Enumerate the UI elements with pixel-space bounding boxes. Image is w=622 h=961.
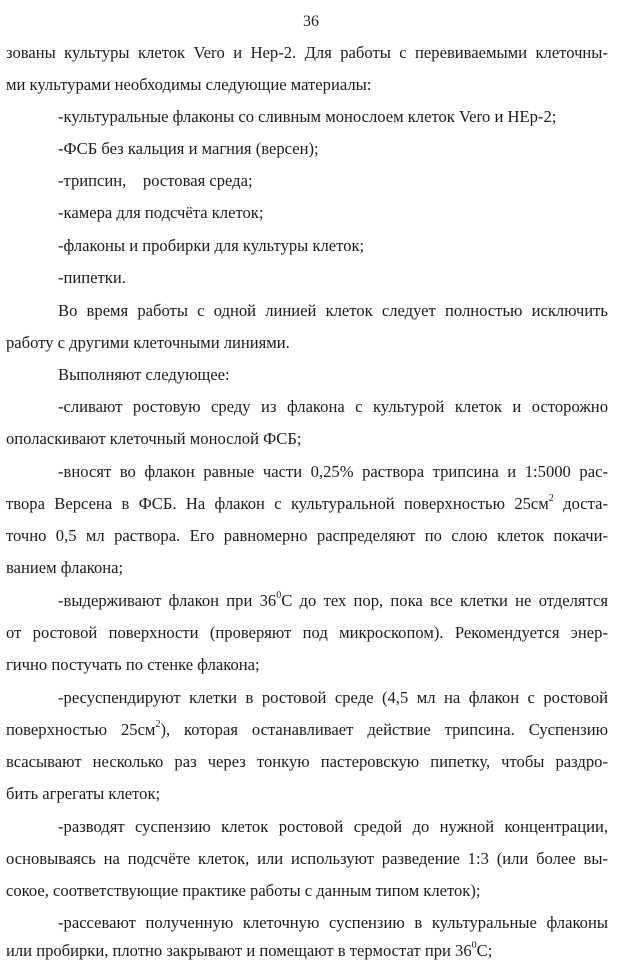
text-segment: ), которая останавливает действие трипсина. Суспензию [160, 720, 608, 739]
superscript: 2 [548, 493, 554, 505]
list-item: -пипетки. [58, 268, 126, 287]
superscript: 0 [471, 940, 477, 952]
list-item: -камера для подсчёта клеток; [58, 203, 264, 222]
text-line: работу с другими клеточными линиями. [6, 333, 290, 352]
text-line: всасывают несколько раз через тонкую пастеровскую пипетку, чтобы раздро- [6, 752, 608, 771]
text-line: ванием флакона; [6, 558, 124, 577]
text-line [6, 941, 608, 961]
superscript: 0 [276, 590, 282, 602]
text-line: ополаскивают клеточный монослой ФСБ; [6, 429, 302, 448]
text-line: основываясь на подсчёте клеток, или используют разведение 1:3 (или более вы- [6, 849, 608, 868]
text-line: зованы культуры клеток Vero и Hep-2. Для работы с перевиваемыми клеточны- [6, 43, 608, 62]
text-line: ми культурами необходимы следующие материалы: [6, 75, 372, 94]
text-segment: С; [476, 941, 493, 960]
text-segment: -выдерживают флакон при 36 [58, 591, 277, 610]
page-number: 36 [303, 13, 319, 30]
list-item: -трипсин, ростовая среда; [58, 171, 253, 190]
text-segment: С до тех пор, пока все клетки не отделятся [281, 591, 608, 610]
text-line: Во время работы с одной линией клеток следует полностью исключить [58, 301, 608, 320]
text-line: -вносят во флакон равные части 0,25% раствора трипсина и 1:5000 рас- [58, 462, 608, 481]
text-line: от ростовой поверхности (проверяют под микроскопом). Рекомендуется энер- [6, 623, 608, 642]
text-segment: твора Версена в ФСБ. На флакон с культуральной поверхностью 25см [6, 494, 549, 513]
text-line [6, 720, 608, 740]
text-segment: поверхностью 25см [6, 720, 156, 739]
text-line: бить агрегаты клеток; [6, 784, 161, 803]
text-line: -сливают ростовую среду из флакона с культурой клеток и осторожно [58, 397, 608, 416]
text-segment: доста- [553, 494, 608, 513]
text-segment: или пробирки, плотно закрывают и помещают в термостат при 36 [6, 941, 472, 960]
text-line: -разводят суспензию клеток ростовой средой до нужной концентрации, [58, 817, 608, 836]
list-item: -культуральные флаконы со сливным монослоем клеток Vero и HEp-2; [58, 107, 557, 126]
text-line: -рассевают полученную клеточную суспензию в культуральные флаконы [58, 913, 608, 932]
text-line: сокое, соответствующие практике работы с данным типом клеток); [6, 881, 481, 900]
text-line: Выполняют следующее: [58, 365, 230, 384]
superscript: 2 [155, 719, 161, 731]
list-item: -флаконы и пробирки для культуры клеток; [58, 236, 365, 255]
text-line [6, 494, 608, 514]
list-item: -ФСБ без кальция и магния (версен); [58, 139, 319, 158]
text-line: гично постучать по стенке флакона; [6, 655, 260, 674]
text-line: -ресуспендируют клетки в ростовой среде (4,5 мл на флакон с ростовой [58, 688, 608, 707]
text-line [58, 591, 608, 611]
text-line: точно 0,5 мл раствора. Его равномерно распределяют по слою клеток покачи- [6, 526, 608, 545]
